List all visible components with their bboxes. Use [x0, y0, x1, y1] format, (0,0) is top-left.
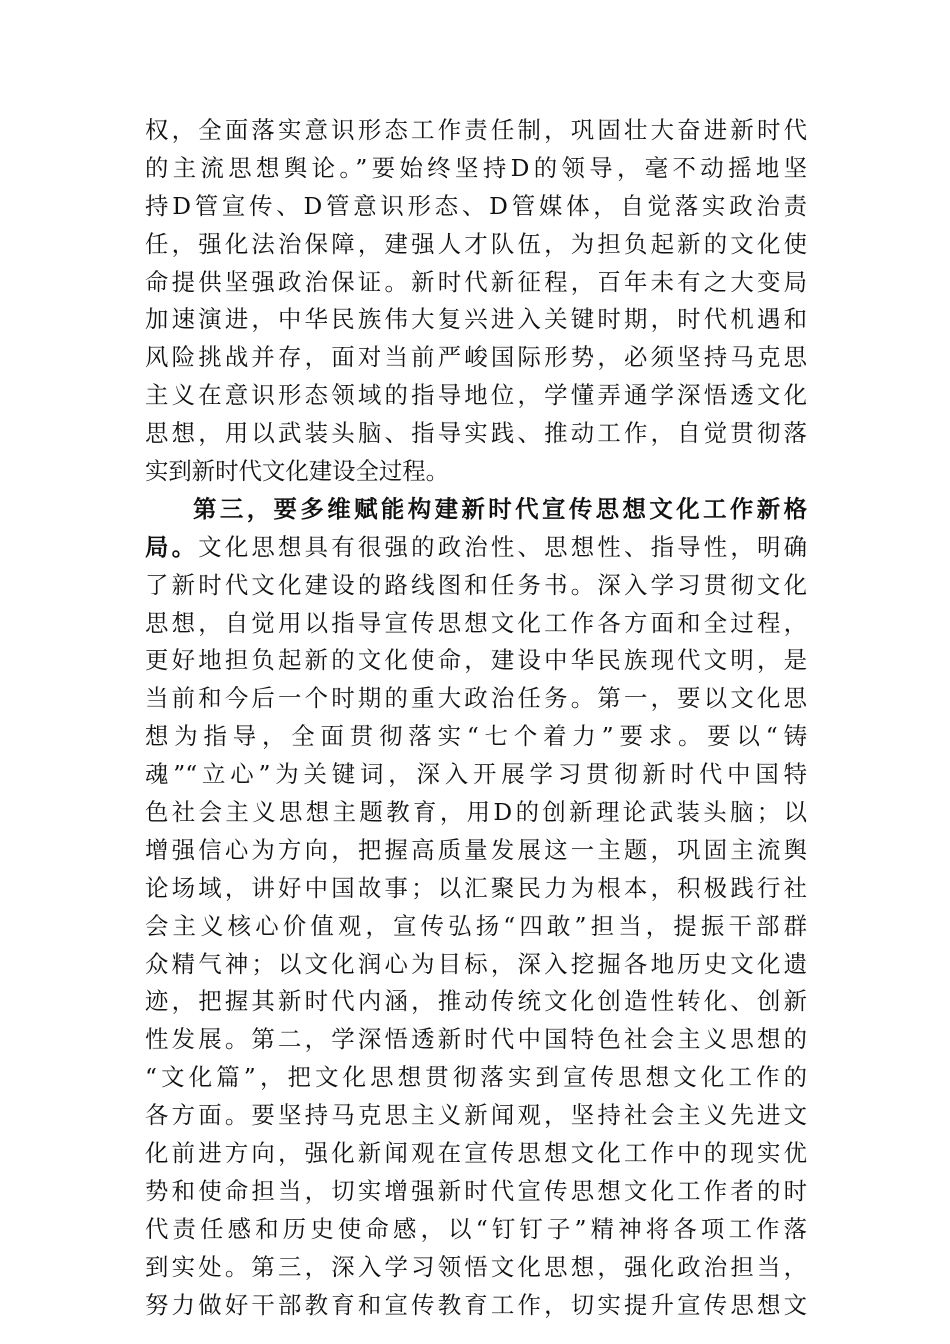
text-line: 势和使命担当，切实增强新时代宣传思想文化工作者的时 — [145, 1176, 807, 1205]
text-line: 论场域，讲好中国故事；以汇聚民力为根本，积极践行社 — [145, 873, 807, 902]
text-line: 各方面。要坚持马克思主义新闻观，坚持社会主义先进文 — [145, 1101, 807, 1130]
paragraph-heading: 第三，要多维赋能构建新时代宣传思想文化工作新格 — [193, 494, 807, 523]
text-line: 想为指导，全面贯彻落实“七个着力”要求。要以“铸 — [145, 722, 807, 751]
paragraph-one — [145, 112, 807, 491]
paragraph-two — [145, 491, 807, 1325]
text-segment: 文化思想具有很强的政治性、思想性、指导性，明确 — [198, 532, 807, 561]
text-line: 当前和今后一个时期的重大政治任务。第一，要以文化思 — [145, 684, 807, 713]
text-line: 增强信心为方向，把握高质量发展这一主题，巩固主流舆 — [145, 835, 807, 864]
text-line: 实到新时代文化建设全过程。 — [145, 457, 450, 486]
text-line: 思想，自觉用以指导宣传思想文化工作各方面和全过程， — [145, 608, 807, 637]
text-line: 加速演进，中华民族伟大复兴进入关键时期，时代机遇和 — [145, 305, 807, 334]
text-line: “文化篇”，把文化思想贯彻落实到宣传思想文化工作的 — [145, 1063, 807, 1092]
text-line: 迹，把握其新时代内涵，推动传统文化创造性转化、创新 — [145, 987, 807, 1016]
text-line: 性发展。第二，学深悟透新时代中国特色社会主义思想的 — [145, 1025, 807, 1054]
text-line: 主义在意识形态领域的指导地位，学懂弄通学深悟透文化 — [145, 381, 807, 410]
text-line: 思想，用以武装头脑、指导实践、推动工作，自觉贯彻落 — [145, 419, 807, 448]
text-line: 到实处。第三，深入学习领悟文化思想，强化政治担当， — [145, 1252, 807, 1281]
text-line: 任，强化法治保障，建强人才队伍，为担负起新的文化使 — [145, 229, 807, 258]
text-line: 会主义核心价值观，宣传弘扬“四敢”担当，提振干部群 — [145, 911, 807, 940]
text-line: 命提供坚强政治保证。新时代新征程，百年未有之大变局 — [145, 267, 807, 296]
text-line: 的主流思想舆论。”要始终坚持D的领导，毫不动摇地坚 — [145, 153, 807, 182]
text-line: 努力做好干部教育和宣传教育工作，切实提升宣传思想文 — [145, 1290, 807, 1319]
text-line: 风险挑战并存，面对当前严峻国际形势，必须坚持马克思 — [145, 343, 807, 372]
text-line: 更好地担负起新的文化使命，建设中华民族现代文明，是 — [145, 646, 807, 675]
text-line: 持D管宣传、D管意识形态、D管媒体，自觉落实政治责 — [145, 191, 807, 220]
text-line: 魂”“立心”为关键词，深入开展学习贯彻新时代中国特 — [145, 760, 807, 789]
text-line: 色社会主义思想主题教育，用D的创新理论武装头脑；以 — [145, 798, 807, 827]
text-line: 代责任感和历史使命感，以“钉钉子”精神将各项工作落 — [145, 1214, 807, 1243]
text-line: 众精气神；以文化润心为目标，深入挖掘各地历史文化遗 — [145, 949, 807, 978]
document-body — [145, 112, 807, 1325]
paragraph-heading-end: 局。 — [145, 532, 199, 561]
text-line: 了新时代文化建设的路线图和任务书。深入学习贯彻文化 — [145, 570, 807, 599]
text-line: 权，全面落实意识形态工作责任制，巩固壮大奋进新时代 — [145, 116, 807, 144]
text-line: 化前进方向，强化新闻观在宣传思想文化工作中的现实优 — [145, 1139, 807, 1168]
text-line — [145, 529, 807, 567]
